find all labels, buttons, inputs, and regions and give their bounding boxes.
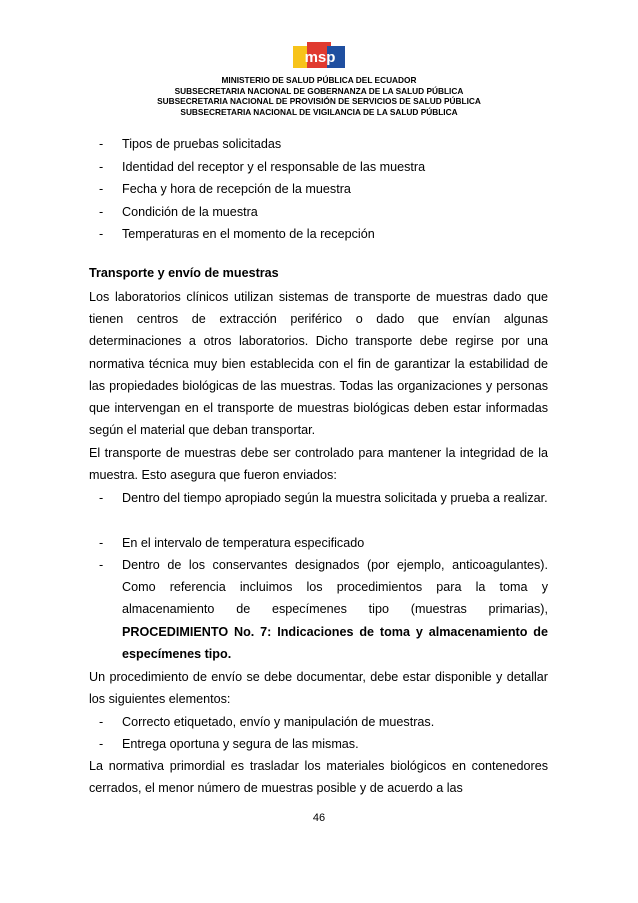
bullet-dash: - [99, 558, 104, 572]
list-item [89, 554, 548, 665]
header-line-4: SUBSECRETARIA NACIONAL DE VIGILANCIA DE LA SALUD PÚBLICA [180, 106, 458, 117]
list-item [89, 487, 548, 509]
list-item [89, 223, 548, 246]
list-item [89, 178, 548, 201]
list-item-text: En el intervalo de temperatura especificado [122, 536, 365, 550]
bullet-dash: - [99, 715, 104, 729]
paragraph-normative: La normativa primordial es trasladar los materiales biológicos en contenedores cerrados, el menor número de muestras posible y de acuerdo a las [89, 759, 548, 796]
list-item-text: Temperaturas en el momento de la recepción [122, 227, 375, 241]
bullet-dash: - [99, 182, 104, 196]
msp-logo [293, 40, 347, 74]
paragraph-transport-intro: Los laboratorios clínicos utilizan sistemas de transporte de muestras dado que tienen centros de extracción periférico o dado que envían algunas determinaciones a otros laboratorios. Dicho transporte debe regirse por una normativa técnica muy bien establecida con el fin de garantizar la estabilidad de las propiedades biológicas de las muestras. Todas las organizaciones y personas que intervengan en el transporte de muestras biológicas deben estar informadas según el material que deban transportar. [89, 290, 548, 438]
bullet-dash: - [99, 227, 104, 241]
list-item [89, 201, 548, 224]
bullet-dash: - [99, 137, 104, 151]
list-item-text: Correcto etiquetado, envío y manipulación de muestras. [122, 715, 435, 729]
list-item-text: Tipos de pruebas solicitadas [122, 137, 282, 151]
header-line-1: MINISTERIO DE SALUD PÚBLICA DEL ECUADOR [221, 75, 417, 85]
list-item [89, 156, 548, 179]
bullet-dash: - [99, 204, 104, 219]
bullet-dash: - [99, 159, 104, 174]
list-item-text: Condición de la muestra [122, 204, 258, 219]
list-item [89, 532, 548, 554]
list-item-text: Fecha y hora de recepción de la muestra [122, 182, 351, 196]
list-item-text: Entrega oportuna y segura de las mismas. [122, 737, 359, 751]
bullet-dash: - [99, 536, 104, 550]
bullet-dash: - [99, 491, 104, 505]
header-line-2: SUBSECRETARIA NACIONAL DE GOBERNANZA DE LA SALUD PÚBLICA [174, 85, 464, 96]
list-item-body: Dentro de los conservantes designados (por ejemplo, anticoagulantes). Como referencia incluimos los procedimientos para la toma y almacenamiento de especímenes tipo (muestras primarias), [122, 558, 548, 617]
bullet-dash: - [99, 737, 104, 751]
page-number: 46 [312, 812, 326, 824]
list-item [89, 733, 548, 755]
list-item-text: Dentro del tiempo apropiado según la muestra solicitada y prueba a realizar. [122, 491, 548, 505]
procedure-reference: PROCEDIMIENTO No. 7: Indicaciones de toma y almacenamiento de especímenes tipo. [122, 624, 548, 661]
reception-list [89, 133, 548, 246]
paragraph-shipping-procedure: Un procedimiento de envío se debe documentar, debe estar disponible y detallar los siguientes elementos: [89, 670, 548, 707]
logo-text: msp [304, 49, 336, 66]
list-item-text: Identidad del receptor y el responsable de las muestra [122, 159, 426, 174]
list-item-text [122, 554, 548, 665]
document-header [60, 75, 578, 117]
list-item [89, 711, 548, 733]
section-title: Transporte y envío de muestras [89, 266, 279, 280]
header-line-3: SUBSECRETARIA NACIONAL DE PROVISIÓN DE SERVICIOS DE SALUD PÚBLICA [157, 96, 481, 106]
list-item [89, 133, 548, 156]
paragraph-transport-control: El transporte de muestras debe ser controlado para mantener la integridad de la muestra. Esto asegura que fueron enviados: [89, 446, 548, 483]
